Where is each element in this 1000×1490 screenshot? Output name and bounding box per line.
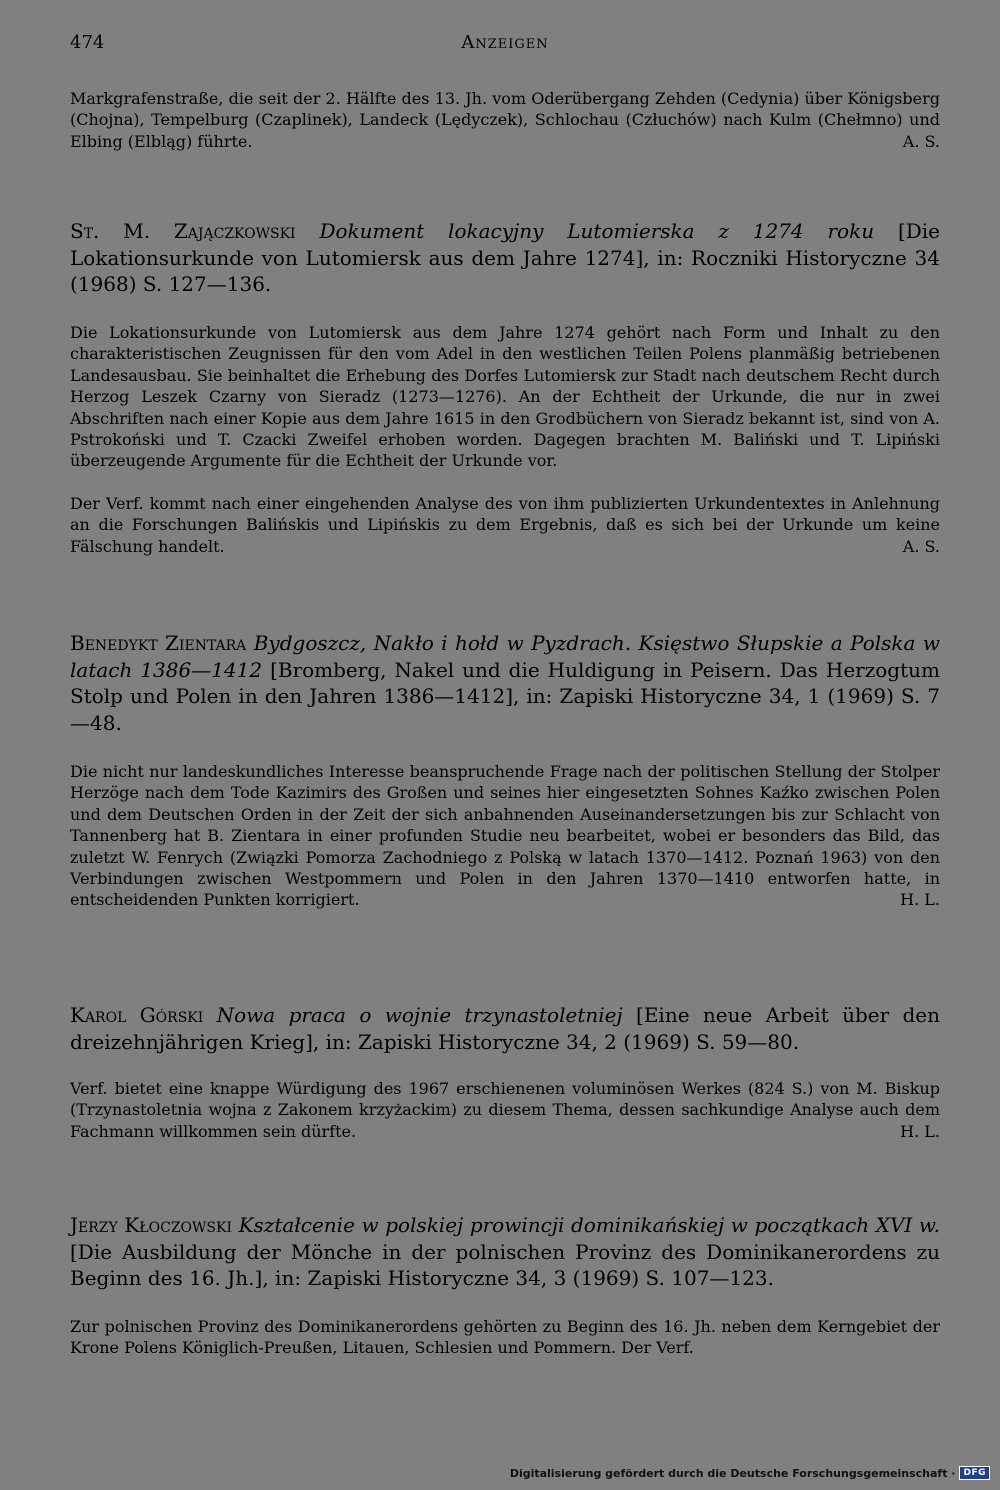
entry-0-summary-block (70, 88, 940, 152)
entry-2-heading (70, 630, 940, 736)
credit-text: Digitalisierung gefördert durch die Deutsche Forschungsgemeinschaft · (509, 1466, 956, 1480)
entry-1-summary-block (70, 322, 940, 472)
entry-3-heading (70, 1002, 940, 1055)
entry-4-heading (70, 1212, 940, 1292)
entry-title: Kształcenie w polskiej prowincji dominikańskiej w początkach XVI w. (238, 1213, 940, 1237)
entry-1-summary2-block (70, 493, 940, 557)
entry-signature: A. S. (902, 131, 940, 151)
entry-title: Nowa praca o wojnie trzynastoletniej (216, 1003, 623, 1027)
entry-author: Benedykt Zientara (70, 631, 247, 655)
entry-citation: [Bromberg, Nakel und die Huldigung in Peisern. Das Herzogtum Stolp und Polen in den Jahren 1386—1412], in: Zapiski Historyczne 34, 1 (1969) S. 7—48. (70, 657, 940, 735)
page-number: 474 (70, 32, 105, 53)
entry-summary: Die nicht nur landeskundliches Interesse beanspruchende Frage nach der politischen Stellung der Stolper Herzöge nach dem Tode Kazimirs des Großen und seines hier eingesetzten Sohnes Kaźko zwischen Polen und dem Deutschen Orden in der Zeit der sich anbahnenden Auseinandersetzungen bis zur Schlacht von Tannenberg hat B. Zientara in einer profunden Studie neu bearbeitet, wobei er besonders das Bild, das zuletzt W. Fenrych (Związki Pomorza Zachodniego z Polską w latach 1370—1412. Poznań 1963) von den Verbindungen zwischen Westpommern und Polen in den Jahren 1370—1410 entworfen hatte, in entscheidenden Punkten korrigiert. (70, 762, 940, 910)
entry-author: Karol Górski (70, 1003, 204, 1027)
entry-author: St. M. Zajączkowski (70, 219, 296, 243)
entry-3-summary-block (70, 1078, 940, 1142)
entry-4-summary-block (70, 1316, 940, 1359)
entry-citation: [Die Ausbildung der Mönche in der polnischen Provinz des Dominikanerordens zu Beginn des 16. Jh.], in: Zapiski Historyczne 34, 3 (1969) S. 107—123. (70, 1239, 940, 1290)
entry-citation: [Eine neue Arbeit über den dreizehnjährigen Krieg], in: Zapiski Historyczne 34, 2 (1969) S. 59—80. (70, 1003, 941, 1054)
entry-summary-continued: Der Verf. kommt nach einer eingehenden Analyse des von ihm publizierten Urkundentextes in Anlehnung an die Forschungen Balińskis und Lipińskis zu dem Ergebnis, daß es sich bei der Urkunde um keine Fälschung handelt. (70, 494, 940, 556)
entry-citation: [Die Lokationsurkunde von Lutomiersk aus dem Jahre 1274], in: Roczniki Historyczne 34 (1968) S. 127—136. (70, 219, 941, 296)
digitization-credit (510, 1466, 990, 1480)
entry-title: Dokument lokacyjny Lutomierska z 1274 roku (319, 219, 875, 243)
entry-summary: Die Lokationsurkunde von Lutomiersk aus dem Jahre 1274 gehört nach Form und Inhalt zu den charakteristischen Zeugnissen für den vom Adel in den westlichen Teilen Polens planmäßig betriebenen Landesausbau. Sie beinhaltet die Erhebung des Dorfes Lutomiersk zur Stadt nach deutschem Recht durch Herzog Leszek Czarny von Sieradz (1273—1276). An der Echtheit der Urkunde, die nur in zwei Abschriften nach einer Kopie aus dem Jahre 1615 in den Grodbüchern von Sieradz bekannt ist, sind von A. Pstrokoński und T. Czacki Zweifel erhoben worden. Dagegen brachten M. Baliński und T. Lipiński überzeugende Argumente für die Echtheit der Urkunde vor. (70, 323, 940, 471)
entry-author: Jerzy Kłoczowski (70, 1213, 232, 1237)
entry-signature: H. L. (900, 890, 940, 910)
running-title: Anzeigen (461, 32, 549, 53)
entry-summary: Verf. bietet eine knappe Würdigung des 1967 erschienenen voluminösen Werkes (824 S.) von M. Biskup (Trzynastoletnia wojna z Zakonem krzyżackim) zu diesem Thema, dessen sachkundige Analyse auch dem Fachmann willkommen sein dürfte. (70, 1079, 940, 1141)
entry-summary: Zur polnischen Provinz des Dominikanerordens gehörten zu Beginn des 16. Jh. neben dem Kerngebiet der Krone Polens Königlich-Preußen, Litauen, Schlesien und Pommern. Der Verf. (70, 1317, 940, 1358)
entry-signature: H. L. (900, 1121, 940, 1141)
entry-signature: A. S. (902, 536, 940, 556)
page-header (70, 32, 940, 62)
entry-2-summary-block (70, 761, 940, 911)
entry-1-heading (70, 218, 940, 298)
entry-summary: Markgrafenstraße, die seit der 2. Hälfte des 13. Jh. vom Oderübergang Zehden (Cedynia) über Königsberg (Chojna), Tempelburg (Czaplinek), Landeck (Lędyczek), Schlochau (Człuchów) nach Kulm (Chełmno) und Elbing (Elbląg) führte. (70, 89, 940, 151)
dfg-logo-icon: DFG (959, 1466, 990, 1480)
entry-title: Bydgoszcz, Nakło i hołd w Pyzdrach. Księstwo Słupskie a Polska w latach 1386—1412 (70, 631, 940, 682)
